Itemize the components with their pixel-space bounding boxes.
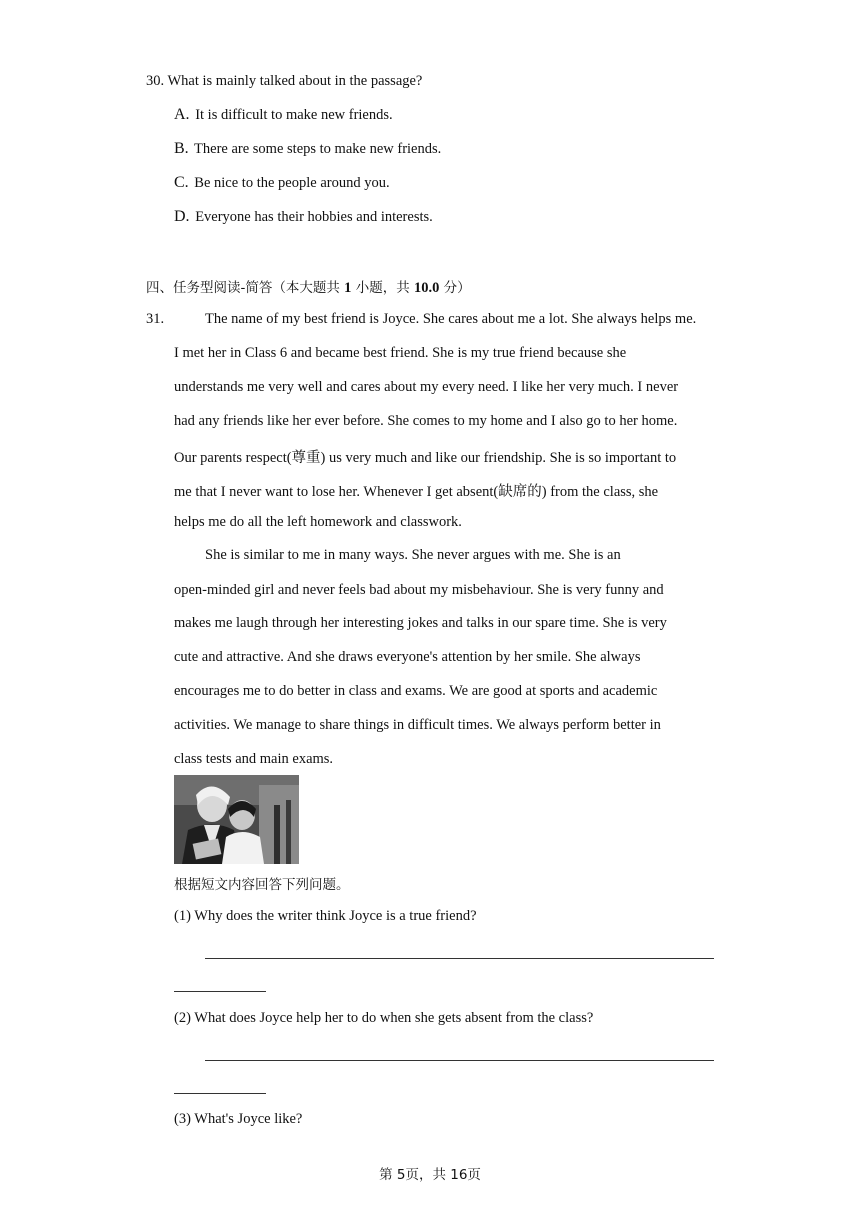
passage-line: I met her in Class 6 and became best friend. She is my true friend because she	[174, 345, 627, 361]
sub-question-3: (3) What's Joyce like?	[174, 1111, 303, 1127]
passage-line: The name of my best friend is Joyce. She cares about me a lot. She always helps me.	[205, 311, 697, 327]
question-30-stem: 30. What is mainly talked about in the passage?	[146, 73, 423, 89]
passage-line: makes me laugh through her interesting jokes and talks in our spare time. She is very	[174, 615, 667, 631]
passage-line: class tests and main exams.	[174, 751, 334, 767]
passage-line: understands me very well and cares about my every need. I like her very much. I never	[174, 379, 679, 395]
option-d: D. Everyone has their hobbies and interests.	[174, 208, 433, 225]
page-footer: 第 5页，共 16页	[379, 1167, 481, 1183]
passage-line: activities. We manage to share things in difficult times. We always perform better in	[174, 717, 661, 733]
passage-line: me that I never want to lose her. Whenever I get absent(缺席的) from the class, she	[174, 484, 659, 500]
passage-line: helps me do all the left homework and classwork.	[174, 514, 462, 530]
passage-line: open-minded girl and never feels bad about my misbehaviour. She is very funny and	[174, 582, 664, 598]
answer-line-2[interactable]	[205, 1060, 714, 1061]
answer-line-2-continued[interactable]	[174, 1093, 266, 1094]
answer-line-1[interactable]	[205, 958, 714, 959]
answer-line-1-continued[interactable]	[174, 991, 266, 992]
question-31-number: 31.	[146, 311, 165, 327]
passage-line: She is similar to me in many ways. She never argues with me. She is an	[205, 547, 621, 563]
instruction: 根据短文内容回答下列问题。	[174, 877, 350, 893]
section-heading: 四、任务型阅读-简答（本大题共 1 小题，共 10.0 分）	[146, 280, 471, 296]
passage-line: encourages me to do better in class and exams. We are good at sports and academic	[174, 683, 658, 699]
friends-photo	[174, 775, 299, 864]
option-b: B. There are some steps to make new friends.	[174, 140, 442, 157]
friends-photo-graphic	[174, 775, 299, 864]
sub-question-1: (1) Why does the writer think Joyce is a true friend?	[174, 908, 477, 924]
option-c: C. Be nice to the people around you.	[174, 174, 390, 191]
passage-line: cute and attractive. And she draws everyone's attention by her smile. She always	[174, 649, 641, 665]
passage-line: had any friends like her ever before. She comes to my home and I also go to her home.	[174, 413, 678, 429]
option-a: A. It is difficult to make new friends.	[174, 106, 393, 123]
passage-line: Our parents respect(尊重) us very much and like our friendship. She is so important to	[174, 450, 677, 466]
sub-question-2: (2) What does Joyce help her to do when she gets absent from the class?	[174, 1010, 594, 1026]
